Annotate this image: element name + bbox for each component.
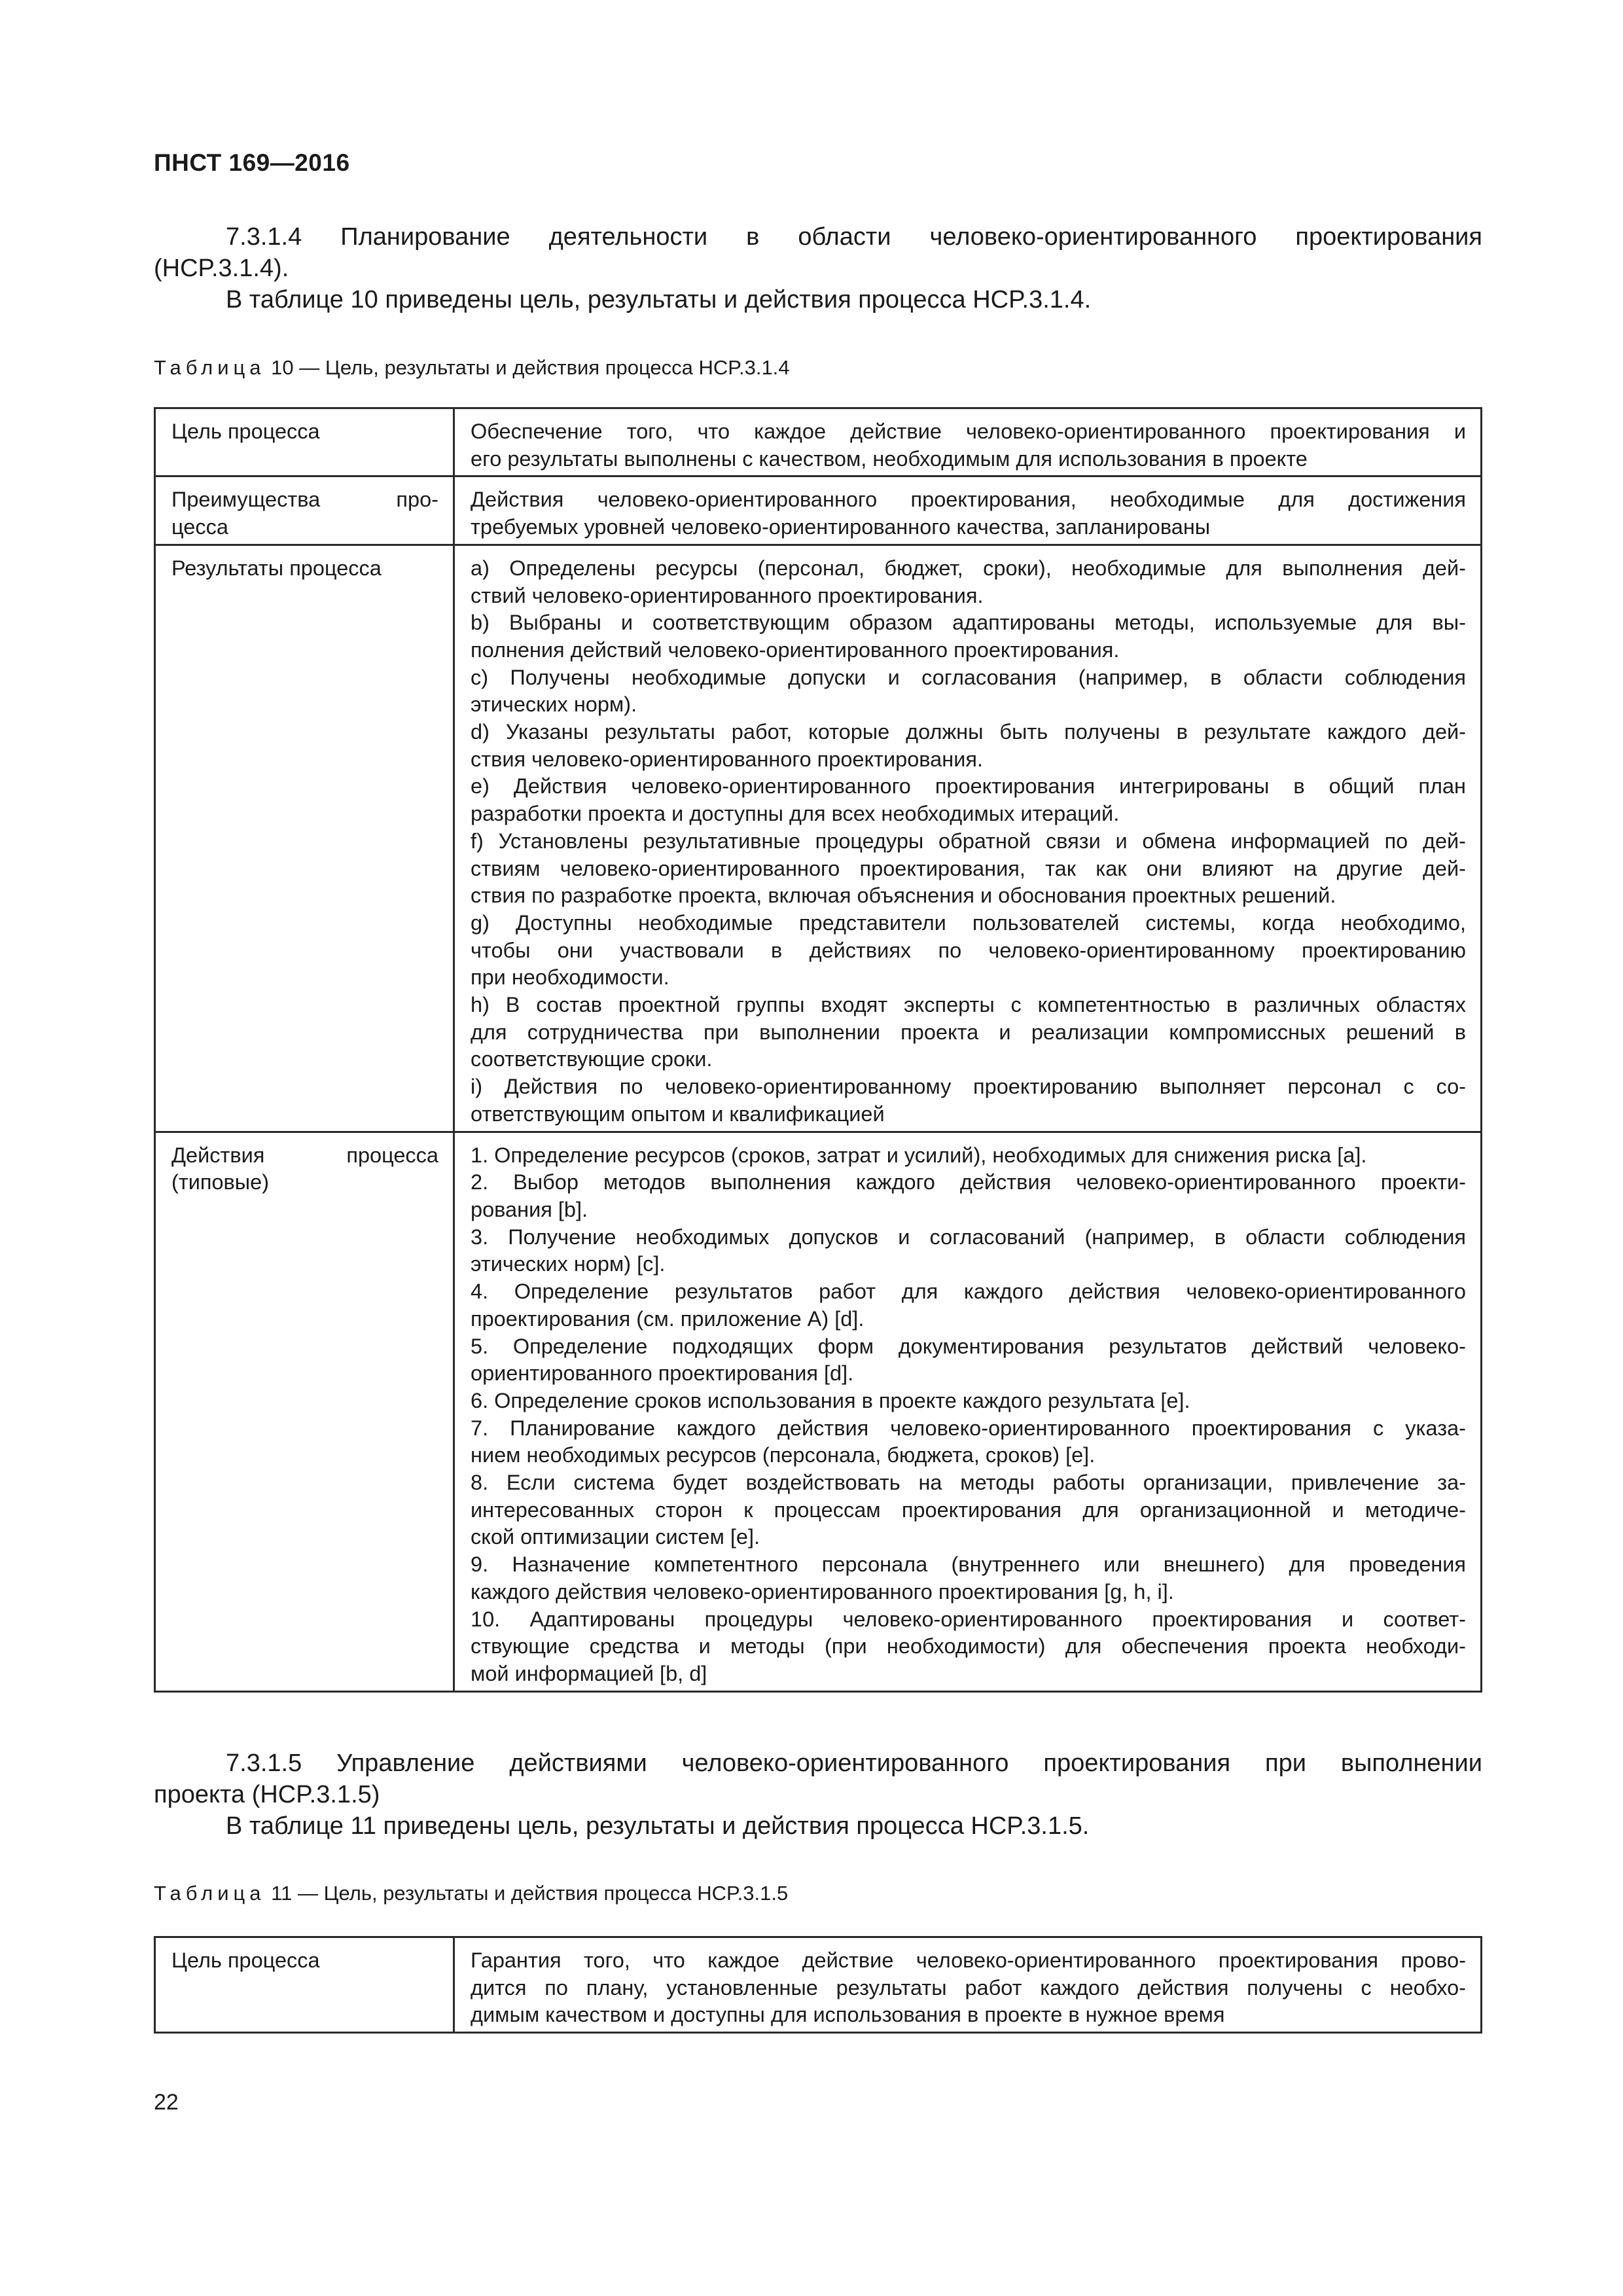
page-number: 22 xyxy=(154,2090,179,2115)
table-row xyxy=(155,1132,1482,1691)
content-line: g) Доступны необходимые представители пользователей системы, когда необходимо, xyxy=(471,910,1466,935)
content-line: этических норм). xyxy=(471,692,637,717)
section-7-3-1-4-heading xyxy=(154,221,1482,315)
content-line: Действия человеко-ориентированного проектирования, необходимые для достижения xyxy=(471,488,1466,512)
section-7-3-1-5-heading xyxy=(154,1748,1482,1842)
content-line: для сотрудничества при выполнении проекта и реализации компромиссных решений в xyxy=(471,1020,1466,1044)
content-line: f) Установлены результативные процедуры обратной связи и обмена информацией по дей- xyxy=(471,829,1466,853)
label-line: Цель процесса xyxy=(171,1948,320,1972)
heading-line: (HCP.3.1.4). xyxy=(154,255,289,282)
content-line: каждого действия человеко-ориентированного проектирования [g, h, i]. xyxy=(471,1579,1174,1604)
table-row xyxy=(155,1937,1482,2033)
caption-prefix: Таблица xyxy=(154,1882,266,1905)
content-line: 5. Определение подходящих форм документирования результатов действий человеко- xyxy=(471,1334,1466,1358)
table-10 xyxy=(154,407,1482,1693)
content-line: ствия по разработке проекта, включая объяснения и обоснования проектных решений. xyxy=(471,884,1336,908)
heading-line: 7.3.1.4 Планирование деятельности в области человеко-ориентированного проектирования xyxy=(226,223,1482,251)
table-row xyxy=(155,408,1482,476)
content-line: разработки проекта и доступны для всех необходимых итераций. xyxy=(471,802,1120,826)
document-code: ПНСТ 169—2016 xyxy=(154,149,350,176)
content-line: c) Получены необходимые допуски и согласования (например, в области соблюдения xyxy=(471,665,1466,689)
table-row xyxy=(155,545,1482,1132)
label-line: цесса xyxy=(171,515,228,539)
content-line: ствующие средства и методы (при необходимости) для обеспечения проекта необходи- xyxy=(471,1634,1466,1659)
row-label-cell xyxy=(155,1937,454,2033)
content-line: рования [b]. xyxy=(471,1197,588,1221)
label-line: Действия процесса xyxy=(171,1143,438,1167)
content-line: Гарантия того, что каждое действие человеко-ориентированного проектирования прово- xyxy=(471,1948,1466,1972)
content-line: 1. Определение ресурсов (сроков, затрат и усилий), необходимых для снижения риска [a]. xyxy=(471,1143,1367,1167)
content-line: при необходимости. xyxy=(471,965,669,990)
content-line: ствия человеко-ориентированного проектирования. xyxy=(471,747,983,771)
content-line: i) Действия по человеко-ориентированному проектированию выполняет персонал с со- xyxy=(471,1075,1466,1099)
content-line: его результаты выполнены с качеством, необходимым для использования в проекте xyxy=(471,446,1308,471)
content-line: d) Указаны результаты работ, которые должны быть получены в результате каждого дей- xyxy=(471,720,1466,744)
table-10-caption xyxy=(154,355,790,381)
content-line: мой информацией [b, d] xyxy=(471,1661,707,1685)
caption-prefix: Таблица xyxy=(154,356,266,379)
content-line: 10. Адаптированы процедуры человеко-ориентированного проектирования и соответ- xyxy=(471,1607,1466,1631)
row-content-cell xyxy=(454,1132,1482,1691)
table-10-intro: В таблице 10 приведены цель, результаты и действия процесса HCP.3.1.4. xyxy=(226,286,1092,314)
row-label-cell xyxy=(155,545,454,1132)
content-line: полнения действий человеко-ориентированного проектирования. xyxy=(471,637,1120,662)
content-line: чтобы они участвовали в действиях по человеко-ориентированному проектированию xyxy=(471,938,1466,962)
heading-line: 7.3.1.5 Управление действиями человеко-ориентированного проектирования при выполнении xyxy=(226,1749,1482,1777)
content-line: 9. Назначение компетентного персонала (внутреннего или внешнего) для проведения xyxy=(471,1552,1466,1577)
content-line: этических норм) [c]. xyxy=(471,1252,666,1276)
content-line: h) В состав проектной группы входят эксперты с компетентностью в различных областях xyxy=(471,993,1466,1017)
content-line: соответствующие сроки. xyxy=(471,1047,713,1071)
content-line: 7. Планирование каждого действия человеко-ориентированного проектирования с указа- xyxy=(471,1416,1466,1440)
content-line: Обеспечение того, что каждое действие человеко-ориентированного проектирования и xyxy=(471,420,1466,443)
content-line: нием необходимых ресурсов (персонала, бюджета, сроков) [e]. xyxy=(471,1443,1096,1467)
label-line: Результаты процесса xyxy=(171,556,382,580)
content-line: требуемых уровней человеко-ориентированного качества, запланированы xyxy=(471,515,1211,539)
content-line: 8. Если система будет воздействовать на методы работы организации, привлечение за- xyxy=(471,1471,1466,1495)
table-11-intro: В таблице 11 приведены цель, результаты и действия процесса HCP.3.1.5. xyxy=(226,1812,1090,1840)
label-line: Цель процесса xyxy=(171,420,320,443)
caption-text: 11 — Цель, результаты и действия процесса HCP.3.1.5 xyxy=(265,1882,789,1905)
content-line: 2. Выбор методов выполнения каждого действия человеко-ориентированного проекти- xyxy=(471,1170,1466,1194)
content-line: ствий человеко-ориентированного проектирования. xyxy=(471,583,984,607)
content-line: проектирования (см. приложение А) [d]. xyxy=(471,1306,865,1331)
content-line: 3. Получение необходимых допусков и согласований (например, в области соблюдения xyxy=(471,1225,1466,1249)
row-label-cell xyxy=(155,408,454,476)
content-line: ской оптимизации систем [e]. xyxy=(471,1525,760,1549)
row-content-cell xyxy=(454,476,1482,545)
content-line: a) Определены ресурсы (персонал, бюджет, сроки), необходимые для выполнения дей- xyxy=(471,556,1466,580)
label-line: (типовые) xyxy=(171,1170,270,1194)
row-label-cell xyxy=(155,476,454,545)
content-line: ответствующим опытом и квалификацией xyxy=(471,1102,885,1126)
label-line: Преимущества про- xyxy=(171,488,438,512)
content-line: димым качеством и доступны для использования в проекте в нужное время xyxy=(471,2003,1225,2027)
row-content-cell xyxy=(454,408,1482,476)
table-11 xyxy=(154,1936,1482,2034)
content-line: e) Действия человеко-ориентированного проектирования интегрированы в общий план xyxy=(471,774,1466,798)
content-line: дится по плану, установленные результаты работ каждого действия получены с необхо- xyxy=(471,1975,1466,2000)
row-content-cell xyxy=(454,545,1482,1132)
row-content-cell xyxy=(454,1937,1482,2033)
content-line: интересованных сторон к процессам проектирования для организационной и методиче- xyxy=(471,1498,1466,1522)
content-line: ориентированного проектирования [d]. xyxy=(471,1361,854,1386)
content-line: b) Выбраны и соответствующим образом адаптированы методы, используемые для вы- xyxy=(471,611,1466,635)
content-line: 6. Определение сроков использования в проекте каждого результата [e]. xyxy=(471,1388,1190,1412)
content-line: ствиям человеко-ориентированного проектирования, так как они влияют на другие дей- xyxy=(471,856,1466,880)
row-label-cell xyxy=(155,1132,454,1691)
heading-line: проекта (HCP.3.1.5) xyxy=(154,1781,380,1808)
content-line: 4. Определение результатов работ для каждого действия человеко-ориентированного xyxy=(471,1280,1466,1304)
table-row xyxy=(155,476,1482,545)
table-11-caption xyxy=(154,1880,788,1907)
caption-text: 10 — Цель, результаты и действия процесса HCP.3.1.4 xyxy=(265,356,790,379)
